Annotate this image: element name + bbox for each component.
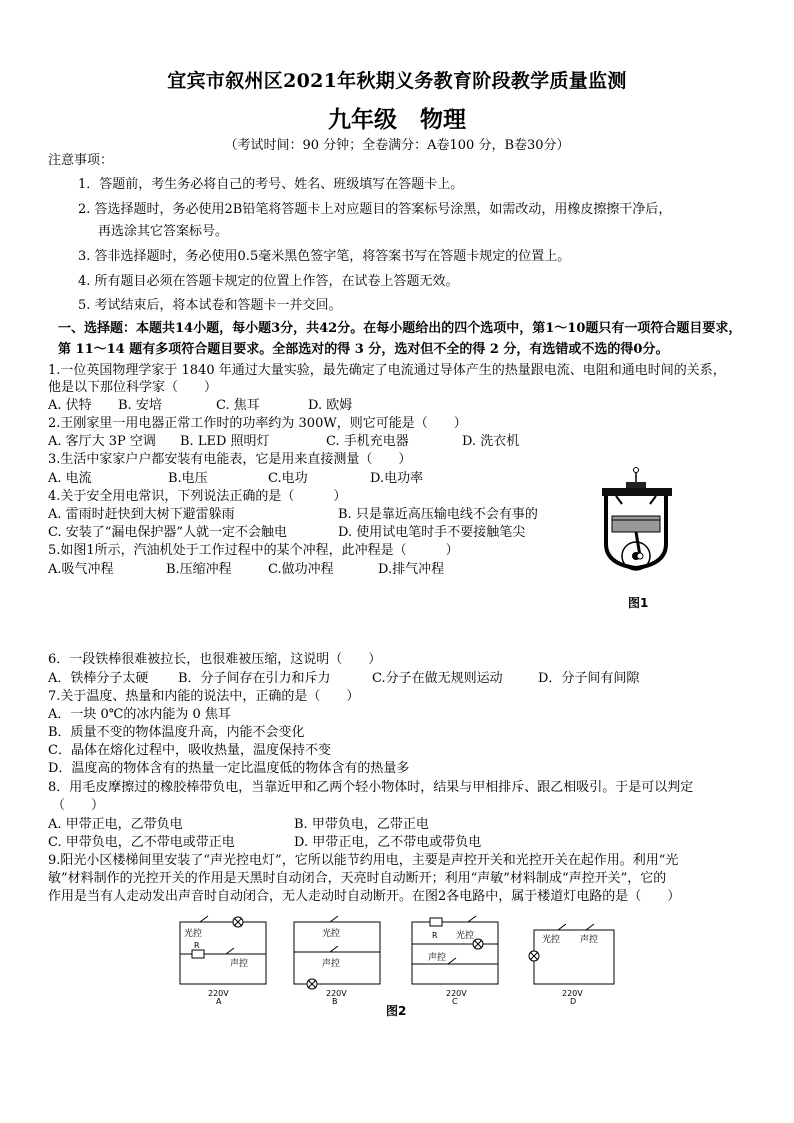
q4-stem: 4.关于安全用电常识，下列说法正确的是（ ） [48,489,347,504]
circuit-a [172,912,272,1004]
q2-stem: 2.王刚家里一用电器正常工作时的功率约为 300W，则它可能是（ ） [48,416,467,431]
subject-title: 九年级 物理 [328,106,466,133]
q8-option-d: D. 甲带正电，乙不带电或带负电 [294,835,482,850]
q3-option-d: D.电功率 [370,471,424,486]
q8-stem: 8．用毛皮摩擦过的橡胶棒带负电，当靠近甲和乙两个轻小物体时，结果与甲相排斥、跟乙相吸引。于是可以判定 [48,780,694,795]
q1-stem-cont: 他是以下那位科学家（ ） [48,380,218,395]
q3-option-a: A. 电流 [48,471,92,486]
circuit-b-sound-label: 声控 [322,959,341,969]
q7-option-d: D．温度高的物体含有的热量一定比温度低的物体含有的热量多 [48,761,410,776]
exam-title: 宜宾市叙州区2021年秋期义务教育阶段教学质量监测 [167,70,627,92]
q4-option-b: B. 只是靠近高压输电线不会有事的 [338,507,538,522]
q9-stem-cont1: 敏”材料制作的光控开关的作用是天黑时自动闭合，天亮时自动断开；利用“声敏”材料制成“声控开关”，它的 [48,871,667,886]
note-item-1: 1．答题前，考生务必将自己的考号、姓名、班级填写在答题卡上。 [78,177,464,192]
svg-text:C: C [452,997,458,1004]
circuit-a-light-label: 光控 [184,929,203,939]
figure1-label: 图1 [628,596,649,610]
q2-option-b: B. LED 照明灯 [180,434,270,449]
note-item-3: 3. 答非选择题时，务必使用0.5毫米黑色签字笔，将答案书写在答题卡规定的位置上。 [78,249,571,264]
note-item-2: 2. 答选择题时，务必使用2B铅笔将答题卡上对应题目的答案标号涂黑，如需改动，用橡皮擦擦干净后， [78,202,672,217]
q2-option-c: C. 手机充电器 [326,434,409,449]
figure2-label: 图2 [386,1004,407,1018]
svg-text:220V: 220V [562,989,583,998]
q1-stem: 1.一位英国物理学家于 1840 年通过大量实验，最先确定了电流通过导体产生的热量跟电流、电阻和通电时间的关系， [48,363,726,378]
q8-option-c: C. 甲带负电，乙不带电或带正电 [48,835,235,850]
svg-text:220V: 220V [446,989,467,998]
q7-option-a: A．一块 0℃的冰内能为 0 焦耳 [48,707,231,722]
q1-option-d: D. 欧姆 [308,398,353,413]
q4-option-c: C. 安装了“漏电保护器”人就一定不会触电 [48,525,288,540]
svg-text:D: D [570,997,577,1004]
q8-stem-cont: （ ） [52,798,105,813]
q4-option-a: A. 雷雨时赶快到大树下避雷躲雨 [48,507,235,522]
q3-stem: 3.生活中家家户户都安装有电能表，它是用来直接测量（ ） [48,452,412,467]
circuit-b [290,912,390,1004]
circuit-c-light-label: 光控 [456,931,475,941]
section1-line1: 一、选择题：本题共14小题，每小题3分，共42分。在每小题给出的四个选项中，第1～10题只有一项符合题目要求， [58,321,742,336]
circuit-b-light-label: 光控 [322,929,341,939]
note-item-2-cont: 再选涂其它答案标号。 [98,224,229,239]
circuit-d-sound-label: 声控 [580,935,599,945]
svg-text:A: A [216,997,222,1004]
q9-stem: 9.阳光小区楼梯间里安装了“声光控电灯”，它所以能节约用电，主要是声控开关和光控开关在起作用。利用“光 [48,853,679,868]
q8-option-b: B. 甲带负电，乙带正电 [294,817,429,832]
circuit-a-sound-label: 声控 [230,959,249,969]
engine-cylinder-figure [596,464,686,592]
circuit-c [408,912,508,1004]
q2-option-d: D. 洗衣机 [462,434,520,449]
q6-option-d: D．分子间有间隙 [538,671,640,686]
circuit-d-light-label: 光控 [542,935,561,945]
note-item-4: 4. 所有题目必须在答题卡规定的位置上作答，在试卷上答题无效。 [78,274,459,289]
q6-option-b: B．分子间存在引力和斥力 [178,671,331,686]
q9-stem-cont2: 作用是当有人走动发出声音时自动闭合，无人走动时自动断开。在图2各电路中，属于楼道灯电路的是（ ） [48,889,681,904]
q3-option-b: B.电压 [168,471,208,486]
svg-text:B: B [332,997,338,1004]
q6-option-c: C.分子在做无规则运动 [372,671,503,686]
q5-option-a: A.吸气冲程 [48,562,114,577]
q5-stem: 5.如图1所示，汽油机处于工作过程中的某个冲程，此冲程是（ ） [48,543,459,558]
circuit-d [522,912,622,1004]
svg-text:R: R [194,941,200,950]
q1-option-a: A. 伏特 [48,398,92,413]
note-item-5: 5. 考试结束后，将本试卷和答题卡一并交回。 [78,298,342,313]
q3-option-c: C.电功 [268,471,308,486]
q6-stem: 6．一段铁棒很难被拉长，也很难被压缩，这说明（ ） [48,652,382,667]
q5-option-c: C.做功冲程 [268,562,334,577]
svg-text:R: R [432,931,438,940]
q4-option-d: D. 使用试电笔时手不要接触笔尖 [338,525,526,540]
q7-stem: 7.关于温度、热量和内能的说法中，正确的是（ ） [48,689,360,704]
q7-option-b: B．质量不变的物体温度升高，内能不会变化 [48,725,305,740]
q2-option-a: A. 客厅大 3P 空调 [48,434,156,449]
svg-text:220V: 220V [208,989,229,998]
section1-line2: 第 11～14 题有多项符合题目要求。全部选对的得 3 分，选对但不全的得 2 分，有选错或不选的得0分。 [58,342,669,357]
q8-option-a: A. 甲带正电，乙带负电 [48,817,183,832]
exam-info: （考试时间：90 分钟；全卷满分：A卷100 分，B卷30分） [224,138,570,153]
notes-heading: 注意事项： [48,153,114,168]
q5-option-b: B.压缩冲程 [166,562,232,577]
q1-option-c: C. 焦耳 [216,398,260,413]
q5-option-d: D.排气冲程 [378,562,445,577]
q7-option-c: C．晶体在熔化过程中，吸收热量，温度保持不变 [48,743,331,758]
q6-option-a: A．铁棒分子太硬 [48,671,149,686]
svg-text:220V: 220V [326,989,347,998]
q1-option-b: B. 安培 [118,398,162,413]
circuit-c-sound-label: 声控 [428,953,447,963]
